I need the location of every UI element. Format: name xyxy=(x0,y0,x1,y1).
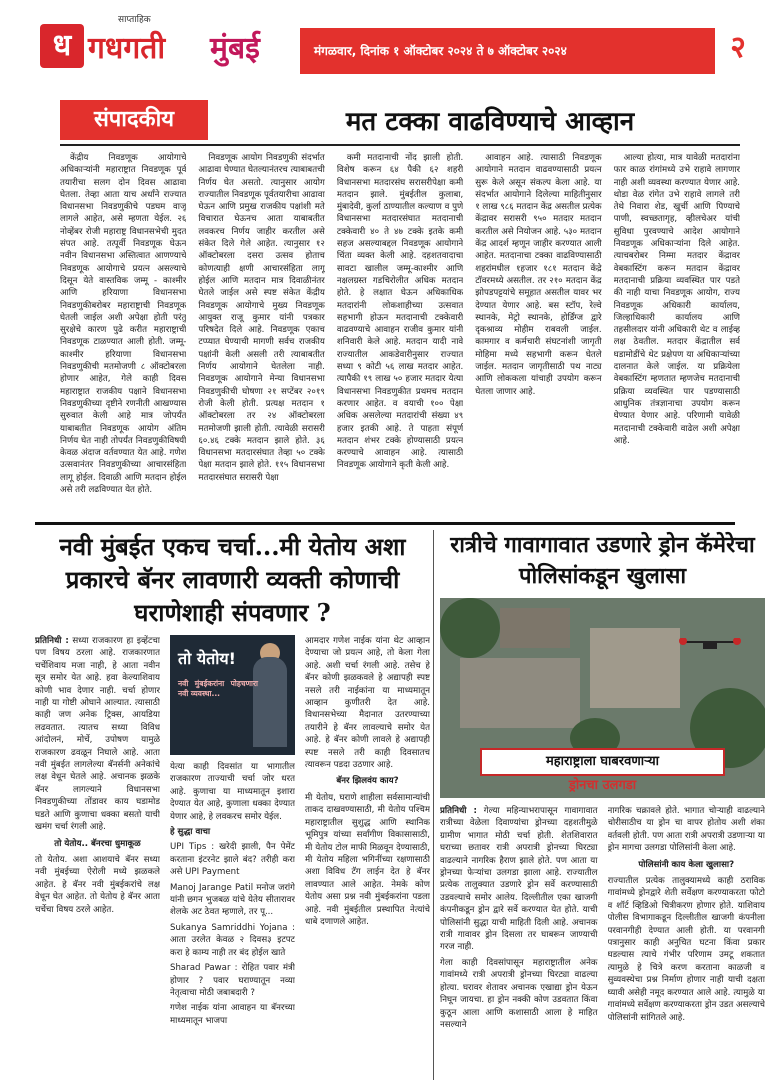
newspaper-logo[interactable] xyxy=(40,12,290,82)
editorial-columns xyxy=(60,152,740,514)
related-heading: हे सुद्धा वाचा xyxy=(170,827,211,838)
story-text: गेला काही दिवसांपासून महाराष्ट्रातील अनेक गावांमध्ये रात्री अपरात्री ड्रोनच्या घिरट्या वाढल्या होत्या. घरावर शेतावर अचानक एखाद्या ड्रोन येऊन निघून जायचा. हा ड्रोन नक्की कोण उडवतात किंवा कुठून आला आणि कशासाठी आला हे माहित नसल्याने xyxy=(440,957,598,1030)
story-text: नागरिक चक्रावले होते. भागात चोऱ्याही वाढल्याने चोरीसाठीच या ड्रोन चा वापर होतोय अशी शंका वर्तवली होती. पण आता रात्री अपरात्री उडणाऱ्या या ड्रोन मागचा उलगडा पोलिसांनी केला आहे. xyxy=(607,806,765,854)
banner-story-headline[interactable]: नवी मुंबईत एकच चर्चा...मी येतोय अशा प्रकारचे बॅनर लावणारी व्यक्ती कोणाची घराणेशाही संपवणार ? xyxy=(59,532,406,627)
editorial-column xyxy=(60,152,186,514)
house-roof xyxy=(460,658,580,728)
story-text: गेल्या महिन्याभरापासून गावागावात रात्रीच्या वेळेला दिवाण्यांचा ड्रोनच्या दहशतीमुळे ग्रामीण भागात मोठी चर्चा होती. शेतशिवारात घराच्या छतावर रात्री अपरात्री ड्रोनच्या घिरट्या वाढल्याने नागरिक हैराण झाले होते. पण आता या ड्रोनच्या फेऱ्यांचा उलगडा झाला आहे. राज्यातील प्रत्येक तालुक्यात उडणारे ड्रोन सर्वे करण्यासाठी उडवल्याचे समोर आलेय. दिल्लीतील एका खाजगी कंपनीकडून ड्रोन द्वारे सर्वे करण्यात येत होते. याची पोलिसांनी सुद्धा याची माहिती दिली आहे. अचानक रात्री गावावर ड्रोन दिसला तर घाबरून जाण्याची गरज नाही. xyxy=(440,806,598,953)
house-roof xyxy=(500,608,570,648)
masthead xyxy=(0,0,770,98)
story-column xyxy=(305,635,430,1075)
byline: प्रतिनिधी : xyxy=(35,636,69,646)
banner-story-body xyxy=(35,635,430,1075)
byline: प्रतिनिधी : xyxy=(440,806,477,816)
editorial-column xyxy=(614,152,740,514)
drone-story-headline[interactable]: रात्रीचे गावागावात उडणारे ड्रोन कॅमेरेचा पोलिसांकडून खुलासा xyxy=(450,532,755,589)
banner-story xyxy=(35,530,430,1080)
logo-tagline: साप्ताहिक xyxy=(118,15,151,25)
story-column xyxy=(608,805,766,1077)
house-roof xyxy=(590,628,680,708)
person-silhouette xyxy=(253,657,287,747)
story-column xyxy=(440,805,598,1077)
editorial-text: निवडणूक आयोग निवडणुकी संदर्भात आढावा घेण्यात घेतल्यानंतरच त्याबाबतची निर्णय घेत असतो. त्यानुसार आयोग राज्यातील निवडणूक पूर्वतयारीचा आढावा घेऊन आणि प्रमुख राजकीय पक्षांशी मते विचारात घेऊनच आता याबाबतीत लवकरच निर्णय जाहीर करतील असे संकेत दिले गेले आहेत. त्यानुसार १२ ऑक्टोबरला दसरा उत्सव होताच कोणत्याही क्षणी आचारसंहिता लागू होईल आणि मतदान मात्र दिवाळीनंतर घेतले जाईल असे स्पष्ट संकेत केंद्रीय निवडणूक आयोगाचे मुख्य निवडणूक आयुक्त राजू कुमार यांनी पत्रकार परिषदेत दिले आहे. निवडणूक एकाच टप्प्यात घेण्याची मागणी सर्वच राजकीय पक्षांनी केली असली तरी त्याबाबतीत निर्णय आयोगाने घेतलेला नाही. निवडणूक आयोगाने मेन्या विधानसभा निवडणुकीची घोषणा २१ सप्टेंबर २०१९ रोजी केली होती. प्रत्यक्ष मतदान १ ऑक्टोबरला तर २४ ऑक्टोबरला मतमोजणी झाली होती. त्यावेळी सरासरी ६०.४६ टक्के मतदान झाले होते. ३६ विधानसभा मतदारसंघात तेव्हा ५० टक्के पेक्षा मतदान झाले होते. ११५ विधानसभा मतदारसंघात सरासरी पेक्षा xyxy=(198,153,325,483)
page-number: २ xyxy=(730,30,746,65)
related-link[interactable]: Sukanya Samriddhi Yojana : आता उरलेत केवळ २ दिवस३ इटपट करा हे काम्य नाही तर बंद होईल खाते xyxy=(170,922,295,958)
story-text: तो येतोय. अशा आशयाचे बॅनर सध्या नवी मुंबईच्या ऐरोली मध्ये झळकले आहेत. हे बॅनर नवी मुंबईकरांचे लक्ष वेधून घेत आहेत. तो येतोय हे बॅनर आता चर्चेचा विषय ठरले आहेत. xyxy=(35,854,160,915)
logo-initial-badge: ध xyxy=(40,24,84,68)
editorial-rule xyxy=(60,144,740,146)
editorial-column xyxy=(198,152,324,514)
related-link[interactable]: UPI Tips : खरेदी झाली, पैन पेमेंट करताना इंटरनेट झाले बंद? तरीही करा असे UPI Payment xyxy=(170,842,295,878)
story-text: येत्या काही दिवसांत या भागातील राजकारण ताज्याची चर्चा जोर धरत आहे. कुणाचा या माध्यमातून इशारा देण्यात येत आहे, कुणाला धक्का देण्यात येणार आहे, हे लवकरच समोर येईल. xyxy=(170,762,295,822)
story-text: सध्या राजकारण हा इव्हेंटचा पण विषय ठरला आहे. राजकारणात चर्चेशिवाय मजा नाही, हे आता नवीन सूत्र समोर येत आहे. हवा केल्याशिवाय कोणी भाव देणार नाही. चर्चा होणार नाही या गोष्टी ओघाने आल्यात. त्यासाठी काही जण अनेक ट्रिक्स, आयडिया लढवतात. त्यातच सध्या विविध आंदोलनं, मोर्चे, उपोषण यामुळे राजकारण ढवळून निघाले आहे. आता नवी मुंबईत लागलेल्या बॅनर्सनी अनेकांचे लक्ष वेधून घेतले आहे. अचानक झळके बॅनर लागल्याने विधानसभा निवडणुकीच्या तोंडावर काय घडामोड घडते आणि कुणाचा धक्का बसतो याची खमंग चर्चा रंगली आहे. xyxy=(35,636,160,833)
date-banner xyxy=(300,28,715,74)
subheading: पोलिसांनी काय केला खुलासा? xyxy=(638,859,735,870)
drone-village-photo xyxy=(440,598,765,798)
story-text: राज्यातील प्रत्येक तालुक्यामध्ये काही ठराविक गावांमध्ये ड्रोनद्वारे शेती सर्वेक्षण करण्याकरता फोटो व शॉर्ट व्हिडिओ चित्रीकरण होणार होते. याशिवाय पोलीस विभागाकडून दिल्लीतील खाजगी कंपनीला परवानगीही देण्यात आली होती. या परवानगी पत्रानुसार काही अनुचित घटना किंवा प्रकार घडल्यास त्याचे गंभीर परिणाम उमटू शकतात त्यामुळे हे चित्रे करण करताना काळजी व सुव्यवस्थेचा प्रश्न निर्माण होणार नाही याची दक्षता घ्यावी असेही नमूद करण्यात आले आहे. त्यामुळे या गावांमध्ये सर्वेक्षण करण्याकरता ड्रोन उडत असल्याचे पोलिसांनी सांगितले आहे. xyxy=(607,876,765,1023)
photo-caption xyxy=(480,748,725,793)
related-link[interactable]: गणेश नाईक यांना आवाहन या बॅनरच्या माध्यमातून भाजपा xyxy=(170,1003,295,1026)
logo-word-2: मुंबई xyxy=(210,31,260,66)
subheading: तो येतोय.. बॅनरचा धुमाकूळ xyxy=(54,838,141,849)
section-divider xyxy=(35,522,735,525)
editorial-label: संपादकीय xyxy=(60,100,208,140)
poster-subtitle: नवी मुंबईकरांना पोहचणारा नवी व्यवस्था... xyxy=(178,679,258,698)
subheading: बॅनर झिलवंय काय? xyxy=(336,776,399,787)
story-text: मी येतोय, घराणे शाहीला सर्वसामान्यांची ताकद दाखवण्यासाठी, मी येतोय पश्चिम महाराष्ट्रातील सुशुद्ध आणि स्थानिक भूमिपुत्र यांच्या सर्वांगीण विकासासाठी, मी येतोय टोल माफी मिळवून देण्यासाठी, मी येतोय महिला भगिनींच्या रक्षणासाठी अशा विविध टॅग लाईन देत हे बॅनर लावण्यात आले आहेत. नेमके कोण येतोय असा प्रश्न नवी मुंबईकरांना पडला आहे. नवी मुंबईतील प्रस्थापित नेत्यांचे धाबे दणाणले आहेत. xyxy=(305,792,430,927)
story-column xyxy=(170,635,295,1075)
editorial-headline[interactable]: मत टक्का वाढविण्याचे आव्हान xyxy=(345,107,635,137)
editorial-section xyxy=(35,100,770,520)
logo-word-1: गधगती xyxy=(88,31,166,66)
related-link[interactable]: Sharad Pawar : रोहित पवार मंत्री होणार ? पवार घराण्यातून नव्या नेतृत्वाचा मोठी जबाबदारी ? xyxy=(170,963,295,998)
poster-title: तो येतोय! xyxy=(178,649,236,668)
editorial-column xyxy=(337,152,463,514)
editorial-text: आवाहन आहे. त्यासाठी निवडणूक आयोगाने मतदान वाढवण्यासाठी प्रयत्न सुरू केले असून संकल्प केला आहे. या संदर्भात आयोगाने दिलेल्या माहितीनुसार १ लाख ९८६ मतदान केंद्र असतील प्रत्येक केंद्रावर सरासरी ९५० मतदार मतदान करतील असे नियोजन आहे. ५३० मतदान केंद्र आदर्श म्हणून जाहीर करण्यात आली आहेत. मतदानाचा टक्का वाढविण्यासाठी शहरांमधील १हजार १८१ मतदान केंद्रे टॉवरमध्ये असतील. तर २१० मतदान केंद्र झोपडपट्टयांचे समूहात असतील यावर भर देण्यात येणार आहे. बस स्टॉप, रेल्वे स्थानके, मेट्रो स्थानके, होर्डिंग्ज द्वारे दृकश्राव्य मोहीम राबवली जाईल. कामगार व कर्मचारी संघटनांशी जागृती मोहिमा मध्ये सहभागी करून घेतले जाईल. मतदान जागृतीसाठी पथ नाट्य आणि लोककला यांचाही उपयोग करून घेतला जाणार आहे. xyxy=(475,153,602,397)
drone-icon xyxy=(675,638,745,652)
editorial-text: केंद्रीय निवडणूक आयोगाचे अधिकाऱ्यांनी महाराष्ट्रात निवडणूक पूर्व तयारीचा सलग दोन दिवस आढावा घेतला. तेव्हा आता याच अर्धांने राज्यात विधानसभा निवडणुकीचे पडघम वाजू लागले आहेत, असे म्हणता येईल. २६ नोव्हेंबर रोजी महाराष्ट्र विधानसभेची मुदत संपत आहे. तत्पूर्वी निवडणूक घेऊन नवीन विधानसभा अस्तित्वात आणण्याचे निवडणूक आयोगाचे प्रयत्न असल्याचे दिसून येते वास्तविक जम्मू - काश्मीर आणि हरियाणा विधानसभा निवडणुकीबरोबर महाराष्ट्राची निवडणूक घेतली जाईल अशी अपेक्षा होती परंतु सुरक्षेचे कारण पुढे करीत महाराष्ट्राची निवडणूक टाळण्यात आली होती. जम्मू-काश्मीर हरियाणा विधानसभा निवडणुकीची मतमोजणी ८ ऑक्टोबरला होणार आहेत, गेले काही दिवस महाराष्ट्रात राजकीय पक्षाने विधानसभा निवडणुकीच्या दृष्टीने रणनीती आखण्यास सुरुवात केली आहे मात्र जोपर्यंत याबाबतीत निवडणूक आयोग अंतिम निर्णय घेत नाही तोपर्यंत निवडणुकीविषयी केवळ अंदाज वर्तवण्यात येत आहे. गणेश उत्सवानंतर निवडणुकीच्या आचारसंहिता लागू होईल. दिवाळी आणि मतदान होईल असे तरी लढविण्यात येत होते. xyxy=(60,153,187,496)
drone-story-body xyxy=(440,805,765,1077)
tree xyxy=(440,598,500,658)
story-text: आमदार गणेश नाईक यांना थेट आव्हान देण्याचा जो प्रयत्न आहे, तो केला गेला आहे. अशी चर्चा रंगली आहे. तसेच हे बॅनर कोणी झळकवले हे अद्यापही स्पष्ट नसले तरी नाईकांना या माध्यमातून आव्हान कुणीतरी देत आहे. विधानसभेच्या मैदानात उतरण्याच्या तयारीने हे बॅनर लावल्याचे समोर येत आहे. हे बॅनर कोणी लावले हे अद्यापही स्पष्ट नसले तरी काही दिवसातच त्यावरून पडदा उठणार आहे. xyxy=(305,636,430,771)
column-divider xyxy=(433,530,434,1080)
caption-highlight: ड्रोनचा उलगडा xyxy=(568,778,637,793)
issue-date: मंगळवार, दिनांक १ ऑक्टोबर २०२४ ते ७ ऑक्टोबर २०२४ xyxy=(314,44,567,58)
caption-text: महाराष्ट्राला घाबरवणाऱ्या xyxy=(545,754,660,769)
editorial-column xyxy=(475,152,601,514)
related-link[interactable]: Manoj Jarange Patil मनोज जरांगे यांनी छगन भुजबळ यांचे येतेय सीतारावर शेलके अट ठेवत म्हणाले, तर पू... xyxy=(170,882,295,918)
drone-story xyxy=(440,530,765,1080)
banner-poster-image xyxy=(170,635,295,755)
editorial-text: आल्या होत्या, मात्र यावेळी मतदारांना फार काळ रांगांमध्ये उभे राहावे लागणार नाही अशी व्यवस्था करण्यात येणार आहे. थोडा वेळ रांगेत उभे राहावे लागले तरी तेथे निवारा शेड, खुर्ची आणि पिण्याचे पाणी, स्वच्छतागृह, व्हीलचेअर यांची सुविधा पुरवण्याचे आदेश आयोगाने निवडणूक अधिकाऱ्यांना दिले आहेत. त्याचबरोबर निम्मा मतदार केंद्रावर वेबकास्टिंग करून मतदान केंद्रावर मतदानाची प्रक्रिया व्यवस्थित पार पडते की नाही याचा निवडणूक आयोग, राज्य निवडणूक अधिकारी कार्यालय, जिल्हाधिकारी कार्यालय आणि तहसीलदार यांनी अधिकारी थेट व लाईव्ह लक्ष ठेवतील. मतदार केंद्रातील सर्व घडामोडींचे थेट प्रक्षेपण या अधिकाऱ्यांच्या दालनात केले जाईल. या प्रक्रियेला वेबकास्टिंग म्हणतात म्हणजेच मतदानाची प्रक्रिया व्यवस्थित पार पडण्यासाठी आधुनिक तंत्रज्ञानाचा उपयोग करून घेण्यात येणार आहे. परिणामी यावेळी मतदानाची टक्केवारी वाढेल अशी अपेक्षा आहे. xyxy=(613,153,741,446)
story-column xyxy=(35,635,160,1075)
editorial-text: कमी मतदानाची नोंद झाली होती. विशेष करून ६४ पैकी ६२ शहरी विधानसभा मतदारसंघ सरासरीपेक्षा कमी मतदान झाले. मुंबईतील कुलाबा, मुंबादेवी, कुर्ला ठाण्यातील कल्याण व पुणे विधानसभा मतदारसंघात मतदानाची टक्केवारी ४० ते ४७ टक्के इतके कमी सहज असल्याबद्दल निवडणूक आयोगाने चिंता व्यक्त केली आहे. दहशतवादाचा सावटा खालील जम्मू-काश्मीर आणि नक्षलग्रस्त गडचिरोलीत अधिक मतदान होते. हे लक्षात घेऊन अधिकाधिक मतदारांनी लोकशाहीच्या उत्सवात सहभागी होऊन मतदानाची टक्केवारी वाढवण्याचे आवाहन राजीव कुमार यांनी शनिवारी केले आहे. मतदान यादी नावे राज्यातील आकडेवारीनुसार राज्यात सध्या ९ कोटी ५६ लाख मतदार आहेत. त्यापैकी १९ लाख ५० हजार मतदार येत्या विधानसभा निवडणुकीत प्रथमच मतदान करणार आहेत. व वयाची १०० पेक्षा अधिक असलेल्या मतदारांची संख्या ४९ हजार इतकी आहे. ते पाहता संपूर्ण मतदान शंभर टक्के होण्यासाठी प्रयत्न करण्याचे आवाहन आहे. त्यासाठी निवडणूक आयोगाने कृती केली आहे. xyxy=(336,153,464,471)
